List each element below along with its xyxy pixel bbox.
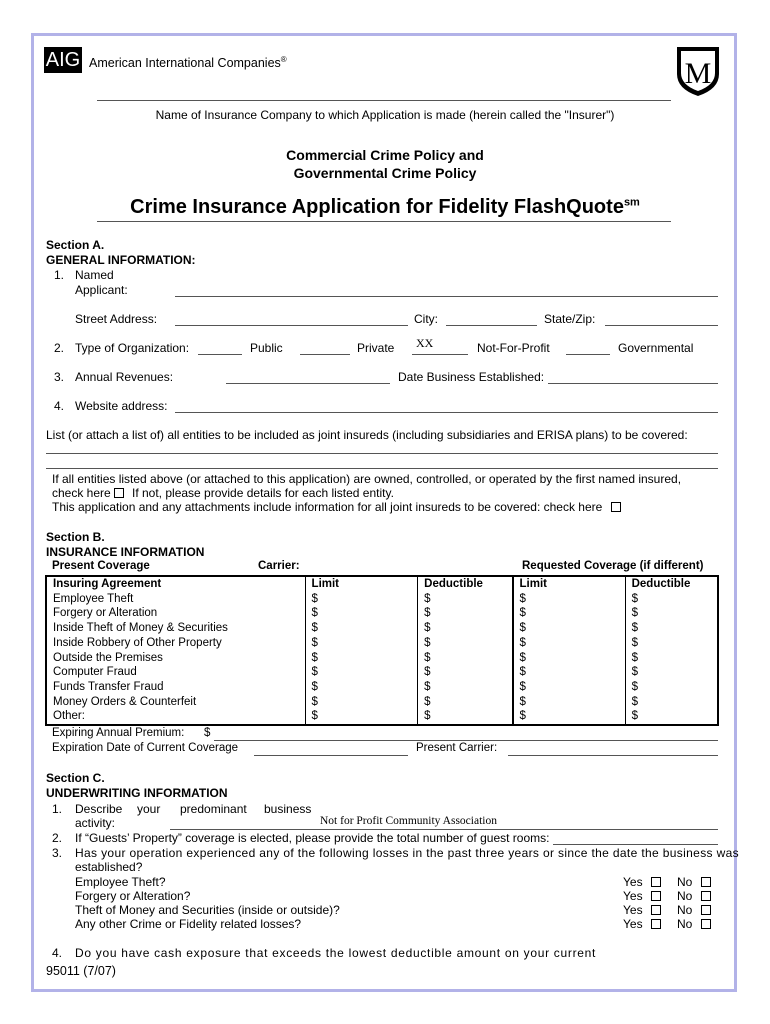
requested-limit-cell[interactable]: $ bbox=[513, 651, 626, 666]
revenues-field[interactable] bbox=[226, 383, 390, 384]
registered-mark: ® bbox=[280, 55, 287, 64]
table-row bbox=[46, 651, 718, 666]
org-private-label: Private bbox=[357, 341, 395, 355]
yes-checkbox[interactable] bbox=[651, 919, 661, 929]
form-title-sup: sm bbox=[623, 196, 640, 209]
no-label: No bbox=[677, 875, 693, 889]
c-q1-word-your: your bbox=[137, 802, 161, 816]
policy-line-1: Commercial Crime Policy and bbox=[286, 147, 484, 163]
requested-limit-cell[interactable]: $ bbox=[513, 606, 626, 621]
expiring-premium-label: Expiring Annual Premium: bbox=[52, 727, 185, 739]
nfp-check-field[interactable] bbox=[412, 354, 468, 355]
table-row bbox=[46, 680, 718, 695]
table-row bbox=[46, 695, 718, 710]
check-here-text: check here bbox=[52, 486, 111, 500]
city-label: City: bbox=[414, 312, 438, 326]
form-number: 95011 (7/07) bbox=[46, 964, 116, 978]
crest-logo-icon bbox=[674, 44, 722, 98]
q2-number: 2. bbox=[54, 341, 65, 355]
limit-cell[interactable]: $ bbox=[305, 695, 418, 710]
guest-rooms-field[interactable] bbox=[553, 844, 718, 845]
insurer-name-line bbox=[97, 100, 671, 101]
agreement-cell: Forgery or Alteration bbox=[53, 607, 158, 620]
requested-limit-cell[interactable]: $ bbox=[513, 621, 626, 636]
requested-coverage-label: Requested Coverage (if different) bbox=[522, 560, 704, 572]
title-underline bbox=[97, 221, 671, 222]
limit-cell[interactable]: $ bbox=[305, 680, 418, 695]
yes-label: Yes bbox=[623, 903, 643, 917]
joint-para-line-1: If all entities listed above (or attached to this application) are owned, controlled, or operated by the first named insured, bbox=[52, 472, 682, 486]
private-check-field[interactable] bbox=[300, 354, 350, 355]
requested-deductible-cell[interactable]: $ bbox=[625, 621, 718, 636]
section-a-heading: Section A. bbox=[46, 238, 105, 252]
requested-deductible-cell[interactable]: $ bbox=[625, 695, 718, 710]
deductible-cell[interactable]: $ bbox=[418, 665, 513, 680]
c-q4-text: Do you have cash exposure that exceeds the lowest deductible amount on your current bbox=[75, 946, 597, 960]
joint-para-line-3: This application and any attachments include information for all joint insureds to be covered: check here bbox=[52, 500, 603, 514]
present-carrier-field[interactable] bbox=[508, 755, 718, 756]
deductible-cell[interactable]: $ bbox=[418, 636, 513, 651]
limit-cell[interactable]: $ bbox=[305, 606, 418, 621]
no-checkbox[interactable] bbox=[701, 877, 711, 887]
loss-forgery: Forgery or Alteration? bbox=[75, 889, 191, 903]
requested-limit-cell[interactable]: $ bbox=[513, 695, 626, 710]
c-q1-word-business: business bbox=[264, 802, 312, 816]
yes-label: Yes bbox=[623, 889, 643, 903]
org-type-label: Type of Organization: bbox=[75, 341, 190, 355]
agreement-cell: Money Orders & Counterfeit bbox=[53, 695, 197, 708]
c-q2-text: If “Guests’ Property” coverage is elected, please provide the total number of guest rooms: bbox=[75, 831, 550, 845]
no-label: No bbox=[677, 889, 693, 903]
q4-number: 4. bbox=[54, 399, 65, 413]
section-b-heading: Section B. bbox=[46, 530, 105, 544]
c-q3-text-2: established? bbox=[75, 860, 143, 874]
company-name bbox=[89, 55, 287, 70]
org-gov-label: Governmental bbox=[618, 341, 694, 355]
no-label: No bbox=[677, 917, 693, 931]
joint-para-line-2 bbox=[52, 486, 111, 500]
section-a-subheading: GENERAL INFORMATION: bbox=[46, 253, 196, 267]
requested-limit-cell[interactable]: $ bbox=[513, 665, 626, 680]
yes-checkbox[interactable] bbox=[651, 905, 661, 915]
table-row bbox=[46, 709, 718, 725]
expiring-premium-value: $ bbox=[204, 727, 211, 739]
c-q1-activity-label: activity: bbox=[75, 816, 116, 830]
insurer-caption: Name of Insurance Company to which Application is made (herein called the "Insurer") bbox=[155, 108, 615, 122]
limit-cell[interactable]: $ bbox=[305, 592, 418, 607]
org-public-label: Public bbox=[250, 341, 283, 355]
agreement-cell: Inside Robbery of Other Property bbox=[53, 636, 222, 649]
q3-number: 3. bbox=[54, 370, 65, 384]
table-row bbox=[46, 665, 718, 680]
requested-limit-cell[interactable]: $ bbox=[513, 636, 626, 651]
applicant-label: Applicant: bbox=[75, 283, 128, 297]
limit-cell[interactable]: $ bbox=[305, 621, 418, 636]
present-coverage-label: Present Coverage bbox=[52, 560, 150, 572]
requested-limit-cell[interactable]: $ bbox=[513, 680, 626, 695]
deductible-cell[interactable]: $ bbox=[418, 621, 513, 636]
table-row bbox=[46, 606, 718, 621]
joint-insureds-instruction: List (or attach a list of) all entities to be included as joint insureds (including subsidiaries and ERISA plans) to be covered: bbox=[46, 428, 688, 442]
org-nfp-label: Not-For-Profit bbox=[477, 341, 550, 355]
agreement-cell: Other: bbox=[53, 710, 85, 723]
expiring-premium-field[interactable] bbox=[214, 740, 718, 741]
col-requested-deductible: Deductible bbox=[625, 576, 718, 592]
limit-cell[interactable]: $ bbox=[305, 665, 418, 680]
deductible-cell[interactable]: $ bbox=[418, 709, 513, 725]
c-q1-word-predominant: predominant bbox=[180, 802, 247, 816]
company-name-text: American International Companies bbox=[89, 56, 281, 71]
street-label: Street Address: bbox=[75, 312, 158, 326]
table-row bbox=[46, 592, 718, 607]
yes-checkbox[interactable] bbox=[651, 877, 661, 887]
table-row bbox=[46, 636, 718, 651]
website-label: Website address: bbox=[75, 399, 168, 413]
agreement-cell: Funds Transfer Fraud bbox=[53, 680, 164, 693]
public-check-field[interactable] bbox=[198, 354, 242, 355]
no-checkbox[interactable] bbox=[701, 905, 711, 915]
c-q4-number: 4. bbox=[52, 946, 63, 960]
aig-logo: AIG bbox=[45, 49, 81, 71]
requested-deductible-cell[interactable]: $ bbox=[625, 606, 718, 621]
city-field[interactable] bbox=[446, 325, 537, 326]
agreement-cell: Outside the Premises bbox=[53, 651, 163, 664]
provide-details-text: If not, please provide details for each listed entity. bbox=[132, 486, 394, 500]
col-requested-limit: Limit bbox=[513, 576, 626, 592]
c-q1-word-describe: Describe bbox=[75, 802, 123, 816]
named-label: Named bbox=[75, 268, 114, 282]
loss-theft-money: Theft of Money and Securities (inside or outside)? bbox=[75, 903, 340, 917]
expiration-date-field[interactable] bbox=[254, 755, 408, 756]
business-activity-field[interactable] bbox=[170, 829, 718, 830]
crest-letter: M bbox=[684, 57, 712, 90]
section-c-heading: Section C. bbox=[46, 771, 105, 785]
limit-cell[interactable]: $ bbox=[305, 636, 418, 651]
limit-cell[interactable]: $ bbox=[305, 651, 418, 666]
business-activity-answer[interactable]: Not for Profit Community Association bbox=[320, 815, 497, 827]
requested-limit-cell[interactable]: $ bbox=[513, 709, 626, 725]
agreement-cell: Computer Fraud bbox=[53, 666, 137, 679]
statezip-field[interactable] bbox=[605, 325, 718, 326]
section-c-subheading: UNDERWRITING INFORMATION bbox=[46, 786, 228, 800]
yes-label: Yes bbox=[623, 917, 643, 931]
coverage-header-row bbox=[46, 576, 718, 592]
col-limit: Limit bbox=[305, 576, 418, 592]
requested-deductible-cell[interactable]: $ bbox=[625, 680, 718, 695]
c-q1-number: 1. bbox=[52, 802, 63, 816]
col-insuring-agreement: Insuring Agreement bbox=[53, 578, 162, 590]
agreement-cell: Inside Theft of Money & Securities bbox=[53, 622, 228, 635]
website-field[interactable] bbox=[175, 412, 718, 413]
no-checkbox[interactable] bbox=[701, 891, 711, 901]
deductible-cell[interactable]: $ bbox=[418, 651, 513, 666]
col-deductible: Deductible bbox=[418, 576, 513, 592]
table-row bbox=[46, 621, 718, 636]
date-established-field[interactable] bbox=[548, 383, 718, 384]
yes-checkbox[interactable] bbox=[651, 891, 661, 901]
section-b-subheading: INSURANCE INFORMATION bbox=[46, 545, 205, 559]
policy-line-2: Governmental Crime Policy bbox=[293, 165, 477, 181]
c-q3-text-1: Has your operation experienced any of the following losses in the past three years or since the date the business was bbox=[75, 846, 739, 860]
requested-deductible-cell[interactable]: $ bbox=[625, 651, 718, 666]
carrier-label: Carrier: bbox=[258, 560, 300, 572]
loss-employee-theft: Employee Theft? bbox=[75, 875, 166, 889]
requested-deductible-cell[interactable]: $ bbox=[625, 592, 718, 607]
form-title-text: Crime Insurance Application for Fidelity FlashQuote bbox=[130, 196, 624, 218]
requested-limit-cell[interactable]: $ bbox=[513, 592, 626, 607]
date-established-label: Date Business Established: bbox=[398, 370, 545, 384]
deductible-cell[interactable]: $ bbox=[418, 695, 513, 710]
present-carrier-label: Present Carrier: bbox=[416, 742, 498, 754]
deductible-cell[interactable]: $ bbox=[418, 680, 513, 695]
nfp-mark: XX bbox=[416, 336, 434, 350]
gov-check-field[interactable] bbox=[566, 354, 610, 355]
form-title bbox=[0, 196, 770, 219]
named-applicant-field[interactable] bbox=[175, 296, 718, 297]
deductible-cell[interactable]: $ bbox=[418, 592, 513, 607]
revenues-label: Annual Revenues: bbox=[75, 370, 174, 384]
loss-other-crime: Any other Crime or Fidelity related losses? bbox=[75, 917, 302, 931]
requested-deductible-cell[interactable]: $ bbox=[625, 636, 718, 651]
limit-cell[interactable]: $ bbox=[305, 709, 418, 725]
joint-insureds-line-2[interactable] bbox=[46, 468, 718, 469]
agreement-cell: Employee Theft bbox=[53, 592, 134, 605]
requested-deductible-cell[interactable]: $ bbox=[625, 709, 718, 725]
no-checkbox[interactable] bbox=[701, 919, 711, 929]
joint-insureds-line-1[interactable] bbox=[46, 453, 718, 454]
all-joint-insureds-checkbox[interactable] bbox=[611, 502, 621, 512]
statezip-label: State/Zip: bbox=[544, 312, 596, 326]
street-address-field[interactable] bbox=[175, 325, 408, 326]
q1-number: 1. bbox=[54, 268, 65, 282]
owned-controlled-checkbox[interactable] bbox=[114, 488, 124, 498]
no-label: No bbox=[677, 903, 693, 917]
c-q3-number: 3. bbox=[52, 846, 63, 860]
c-q2-number: 2. bbox=[52, 831, 63, 845]
expiration-date-label: Expiration Date of Current Coverage bbox=[52, 742, 239, 754]
deductible-cell[interactable]: $ bbox=[418, 606, 513, 621]
yes-label: Yes bbox=[623, 875, 643, 889]
coverage-table bbox=[45, 575, 719, 726]
requested-deductible-cell[interactable]: $ bbox=[625, 665, 718, 680]
